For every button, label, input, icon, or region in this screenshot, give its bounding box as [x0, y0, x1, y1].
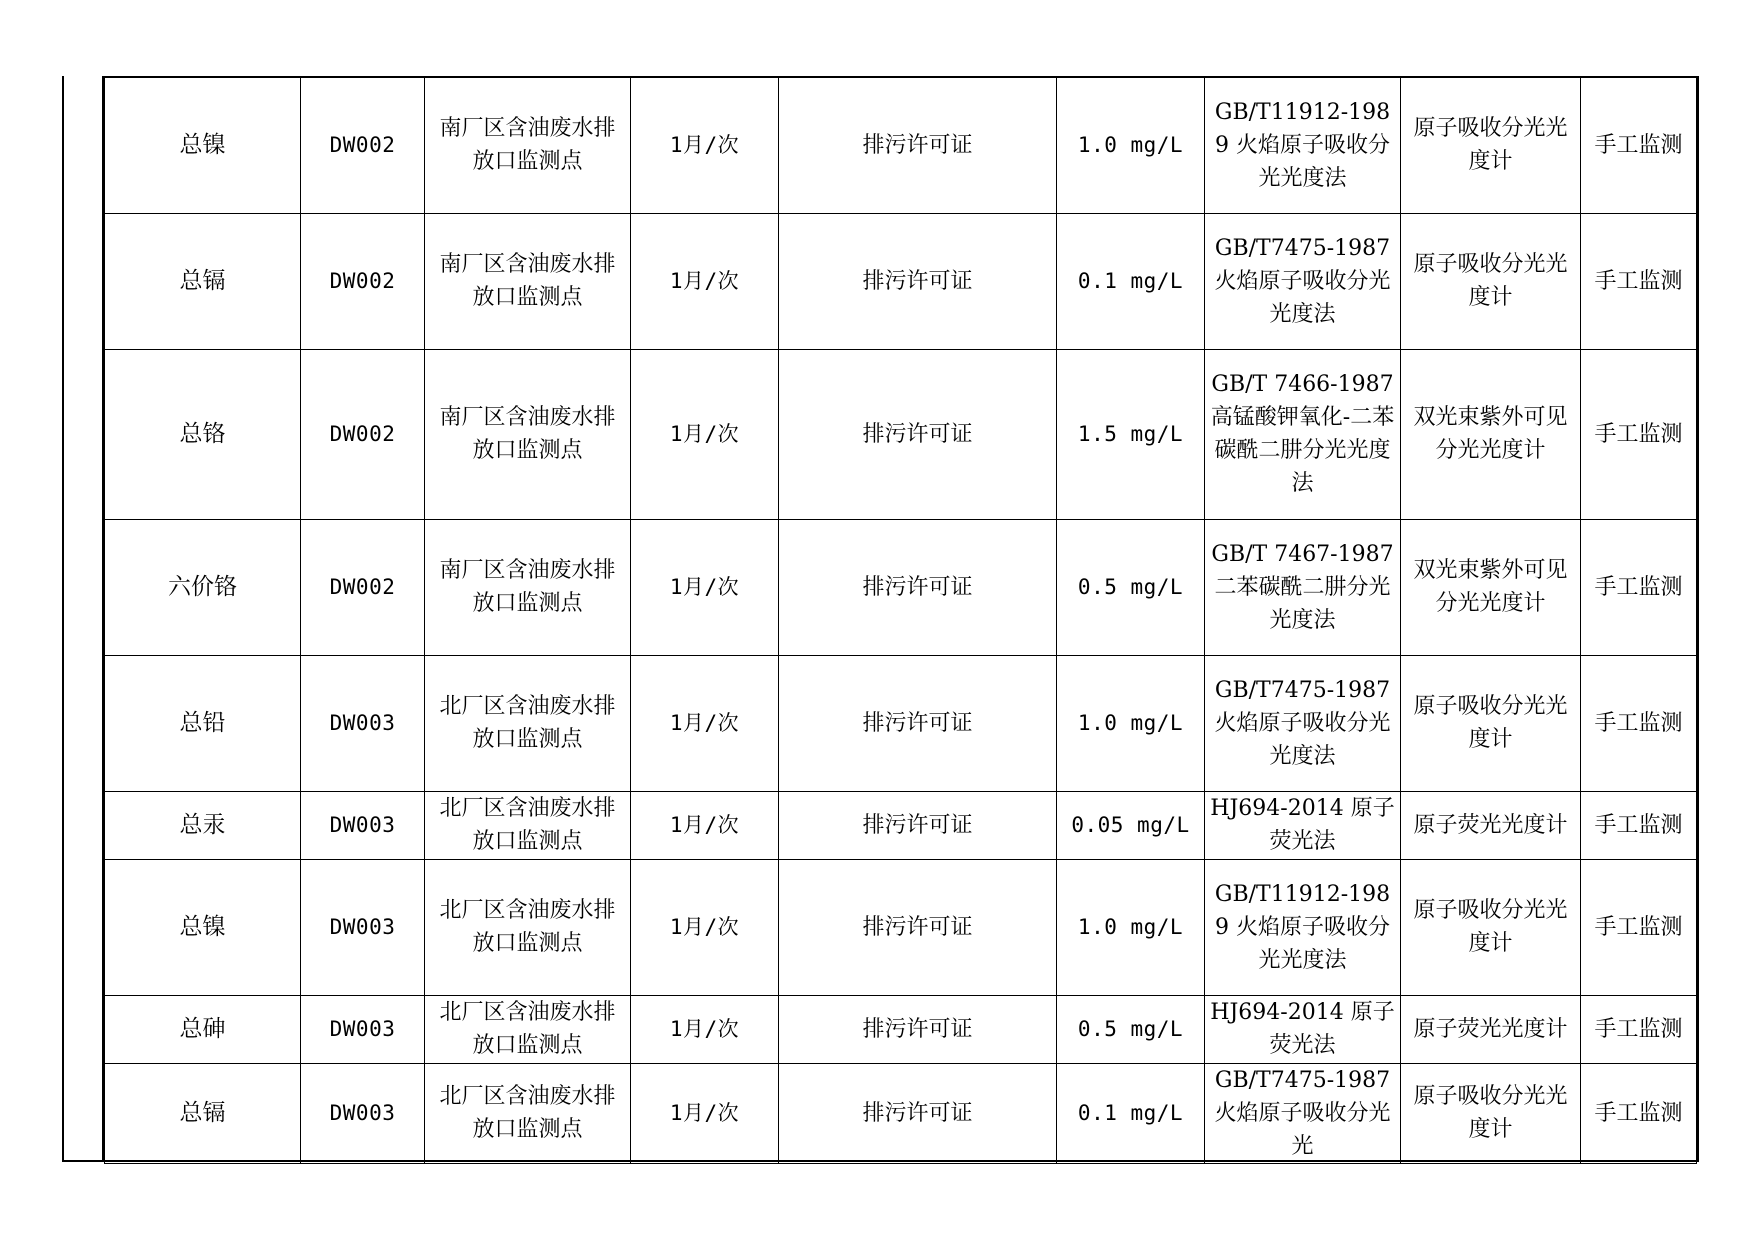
limit-cell: 1.5 mg/L: [1057, 349, 1205, 519]
mode-cell: 手工监测: [1581, 77, 1697, 213]
mode-cell: 手工监测: [1581, 1063, 1697, 1163]
location-cell: 北厂区含油废水排放口监测点: [425, 859, 631, 995]
table-row: [105, 519, 1697, 655]
location-cell: 北厂区含油废水排放口监测点: [425, 791, 631, 859]
frequency-cell: 1月/次: [631, 995, 779, 1063]
basis-cell: 排污许可证: [779, 995, 1057, 1063]
basis-cell: 排污许可证: [779, 213, 1057, 349]
limit-cell: 0.05 mg/L: [1057, 791, 1205, 859]
limit-cell: 1.0 mg/L: [1057, 655, 1205, 791]
method-cell: GB/T7475-1987 火焰原子吸收分光光度法: [1205, 655, 1401, 791]
location-cell: 南厂区含油废水排放口监测点: [425, 349, 631, 519]
basis-cell: 排污许可证: [779, 1063, 1057, 1163]
outlet-id-cell: DW002: [301, 213, 425, 349]
frequency-cell: 1月/次: [631, 77, 779, 213]
table-row: [105, 77, 1697, 213]
table-row: [105, 791, 1697, 859]
mode-cell: 手工监测: [1581, 791, 1697, 859]
location-cell: 北厂区含油废水排放口监测点: [425, 995, 631, 1063]
frequency-cell: 1月/次: [631, 213, 779, 349]
outlet-id-cell: DW003: [301, 859, 425, 995]
outlet-id-cell: DW002: [301, 77, 425, 213]
mode-cell: 手工监测: [1581, 519, 1697, 655]
method-cell: GB/T 7466-1987 高锰酸钾氧化-二苯碳酰二肼分光光度法: [1205, 349, 1401, 519]
pollutant-cell: 总镉: [105, 1063, 301, 1163]
table-right-border: [1697, 76, 1699, 1162]
instrument-cell: 双光束紫外可见分光光度计: [1401, 519, 1581, 655]
outlet-id-cell: DW003: [301, 655, 425, 791]
table-row: [105, 349, 1697, 519]
frequency-cell: 1月/次: [631, 519, 779, 655]
basis-cell: 排污许可证: [779, 859, 1057, 995]
limit-cell: 1.0 mg/L: [1057, 77, 1205, 213]
mode-cell: 手工监测: [1581, 995, 1697, 1063]
frequency-cell: 1月/次: [631, 1063, 779, 1163]
limit-cell: 0.1 mg/L: [1057, 213, 1205, 349]
instrument-cell: 原子吸收分光光度计: [1401, 859, 1581, 995]
pollutant-cell: 总镍: [105, 859, 301, 995]
table-bottom-border: [62, 1160, 1699, 1162]
instrument-cell: 原子吸收分光光度计: [1401, 77, 1581, 213]
table-row: [105, 995, 1697, 1063]
outlet-id-cell: DW002: [301, 519, 425, 655]
limit-cell: 0.1 mg/L: [1057, 1063, 1205, 1163]
location-cell: 北厂区含油废水排放口监测点: [425, 1063, 631, 1163]
frequency-cell: 1月/次: [631, 791, 779, 859]
method-cell: GB/T7475-1987 火焰原子吸收分光光度法: [1205, 213, 1401, 349]
basis-cell: 排污许可证: [779, 655, 1057, 791]
outlet-id-cell: DW002: [301, 349, 425, 519]
method-cell: GB/T 7467-1987 二苯碳酰二肼分光光度法: [1205, 519, 1401, 655]
instrument-cell: 原子吸收分光光度计: [1401, 655, 1581, 791]
pollutant-cell: 总砷: [105, 995, 301, 1063]
pollutant-cell: 总镉: [105, 213, 301, 349]
location-cell: 南厂区含油废水排放口监测点: [425, 77, 631, 213]
outlet-id-cell: DW003: [301, 1063, 425, 1163]
table-left-margin-column: [62, 76, 104, 1162]
mode-cell: 手工监测: [1581, 859, 1697, 995]
limit-cell: 1.0 mg/L: [1057, 859, 1205, 995]
instrument-cell: 原子吸收分光光度计: [1401, 213, 1581, 349]
location-cell: 南厂区含油废水排放口监测点: [425, 519, 631, 655]
table-row: [105, 1063, 1697, 1163]
monitoring-table: [104, 76, 1697, 1164]
mode-cell: 手工监测: [1581, 213, 1697, 349]
method-cell: GB/T11912-1989 火焰原子吸收分光光度法: [1205, 77, 1401, 213]
pollutant-cell: 总镍: [105, 77, 301, 213]
method-cell: HJ694-2014 原子荧光法: [1205, 791, 1401, 859]
basis-cell: 排污许可证: [779, 791, 1057, 859]
outlet-id-cell: DW003: [301, 791, 425, 859]
frequency-cell: 1月/次: [631, 859, 779, 995]
method-cell: HJ694-2014 原子荧光法: [1205, 995, 1401, 1063]
frequency-cell: 1月/次: [631, 655, 779, 791]
instrument-cell: 原子荧光光度计: [1401, 995, 1581, 1063]
pollutant-cell: 总铅: [105, 655, 301, 791]
basis-cell: 排污许可证: [779, 519, 1057, 655]
basis-cell: 排污许可证: [779, 77, 1057, 213]
instrument-cell: 双光束紫外可见分光光度计: [1401, 349, 1581, 519]
outlet-id-cell: DW003: [301, 995, 425, 1063]
table-row: [105, 859, 1697, 995]
instrument-cell: 原子荧光光度计: [1401, 791, 1581, 859]
limit-cell: 0.5 mg/L: [1057, 995, 1205, 1063]
limit-cell: 0.5 mg/L: [1057, 519, 1205, 655]
frequency-cell: 1月/次: [631, 349, 779, 519]
basis-cell: 排污许可证: [779, 349, 1057, 519]
table-row: [105, 213, 1697, 349]
pollutant-cell: 总铬: [105, 349, 301, 519]
method-cell: GB/T7475-1987 火焰原子吸收分光光: [1205, 1063, 1401, 1163]
location-cell: 南厂区含油废水排放口监测点: [425, 213, 631, 349]
mode-cell: 手工监测: [1581, 349, 1697, 519]
mode-cell: 手工监测: [1581, 655, 1697, 791]
location-cell: 北厂区含油废水排放口监测点: [425, 655, 631, 791]
table-row: [105, 655, 1697, 791]
pollutant-cell: 总汞: [105, 791, 301, 859]
pollutant-cell: 六价铬: [105, 519, 301, 655]
method-cell: GB/T11912-1989 火焰原子吸收分光光度法: [1205, 859, 1401, 995]
instrument-cell: 原子吸收分光光度计: [1401, 1063, 1581, 1163]
